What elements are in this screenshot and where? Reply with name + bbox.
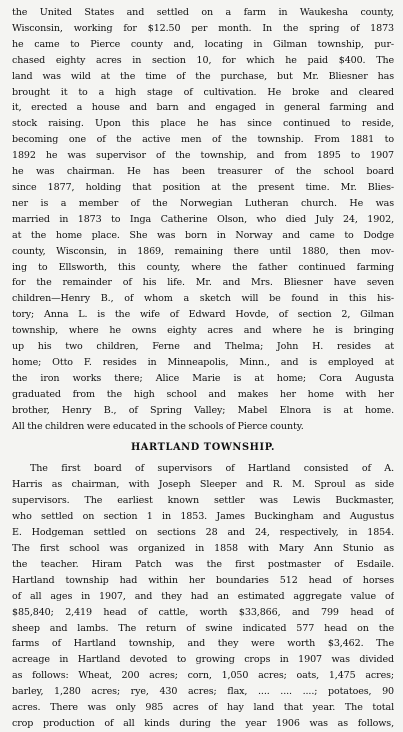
text-line: for the remainder of his life. Mr. and Mrs. Bliesner have seven bbox=[12, 277, 394, 289]
text-line: 1892 he was supervisor of the township, and from 1895 to 1907 bbox=[12, 150, 394, 162]
text-line: township, where he owns eighty acres and where he is bringing bbox=[12, 325, 394, 337]
text-line: supervisors. The earliest known settler was Lewis Buckmaster, bbox=[12, 495, 394, 507]
text-line: chased eighty acres in section 10, for which he paid $400. The bbox=[12, 54, 394, 66]
text-line: The first school was organized in 1858 with Mary Ann Stunio as bbox=[12, 543, 394, 554]
text-line: land was wild at the time of the purchase, but Mr. Bliesner has bbox=[12, 70, 394, 82]
text-line: acres. There was only 985 acres of hay land that year. The total bbox=[12, 702, 394, 714]
text-line: The first board of supervisors of Hartland consisted of A. bbox=[30, 463, 394, 475]
text-line: barley, 1,280 acres; rye, 430 acres; flax, .... .... ....; potatoes, 90 bbox=[12, 686, 394, 698]
text-line: the iron works there; Alice Marie is at home; Cora Augusta bbox=[12, 372, 394, 384]
text-line: it, erected a house and barn and engaged in general farming and bbox=[12, 102, 394, 114]
text-line: he came to Pierce county and, locating in Gilman township, pur- bbox=[12, 38, 394, 50]
text-line: since 1877, holding that position at the present time. Mr. Blies- bbox=[12, 181, 394, 193]
text-line: as follows: Wheat, 200 acres; corn, 1,050 acres; oats, 1,475 acres; bbox=[12, 670, 394, 682]
text-line: he was chairman. He has been treasurer of the school board bbox=[12, 166, 394, 178]
text-line: of all ages in 1907, and they had an estimated aggregate value of bbox=[12, 590, 394, 602]
text-line: Harris as chairman, with Joseph Sleeper and R. M. Sproul as side bbox=[12, 479, 394, 491]
text-line: who settled on section 1 in 1853. James Buckingham and Augustus bbox=[12, 511, 394, 523]
text-line: married in 1873 to Inga Catherine Olson, who died July 24, 1902, bbox=[12, 213, 394, 225]
section-heading: HARTLAND TOWNSHIP. bbox=[130, 442, 276, 454]
text-line: at the home place. She was born in Norway and came to Dodge bbox=[12, 229, 394, 241]
text-line: crop production of all kinds during the year 1906 was as follows, bbox=[12, 717, 394, 729]
biography-paragraph bbox=[12, 5, 394, 434]
text-line: tory; Anna L. is the wife of Edward Hovde, of section 2, Gilman bbox=[12, 309, 394, 321]
text-line: graduated from the high school and makes her home with her bbox=[12, 388, 394, 400]
text-line: ner is a member of the Norwegian Lutheran church. He was bbox=[12, 197, 394, 209]
text-line: stock raising. Upon this place he has since continued to reside, bbox=[12, 118, 394, 130]
text-line: farms of Hartland township, and they were worth $3,462. The bbox=[12, 638, 394, 650]
text-line: up his two children, Ferne and Thelma; John H. resides at bbox=[12, 341, 394, 353]
text-line: $85,840; 2,419 head of cattle, worth $33,866, and 799 head of bbox=[12, 606, 394, 618]
text-line: home; Otto F. resides in Minneapolis, Minn., and is employed at bbox=[12, 356, 394, 368]
text-line: Hartland township had within her boundaries 512 head of horses bbox=[12, 574, 394, 586]
text-line: the United States and settled on a farm in Waukesha county, bbox=[12, 7, 394, 18]
text-line: E. Hodgeman settled on sections 28 and 24, respectively, in 1854. bbox=[12, 527, 394, 539]
text-line: becoming one of the active men of the township. From 1881 to bbox=[12, 134, 394, 146]
hartland-township-paragraph bbox=[12, 461, 394, 731]
text-line: the teacher. Hiram Patch was the first postmaster of Esdaile. bbox=[12, 558, 394, 570]
text-line: sheep and lambs. The return of swine indicated 577 head on the bbox=[12, 622, 394, 634]
text-line: county, Wisconsin, in 1869, remaining there until 1880, then mov- bbox=[12, 245, 394, 257]
text-line: ing to Ellsworth, this county, where the father continued farming bbox=[12, 261, 394, 273]
text-line: brought it to a high stage of cultivation. He broke and cleared bbox=[12, 86, 394, 98]
text-line: All the children were educated in the schools of Pierce county. bbox=[12, 420, 304, 432]
text-line: acreage in Hartland devoted to growing crops in 1907 was divided bbox=[12, 654, 394, 666]
text-line: brother, Henry B., of Spring Valley; Mabel Elnora is at home. bbox=[12, 404, 394, 416]
text-line: children—Henry B., of whom a sketch will be found in this his- bbox=[12, 293, 394, 305]
text-line: Wisconsin, working for $12.50 per month. In the spring of 1873 bbox=[12, 22, 394, 34]
